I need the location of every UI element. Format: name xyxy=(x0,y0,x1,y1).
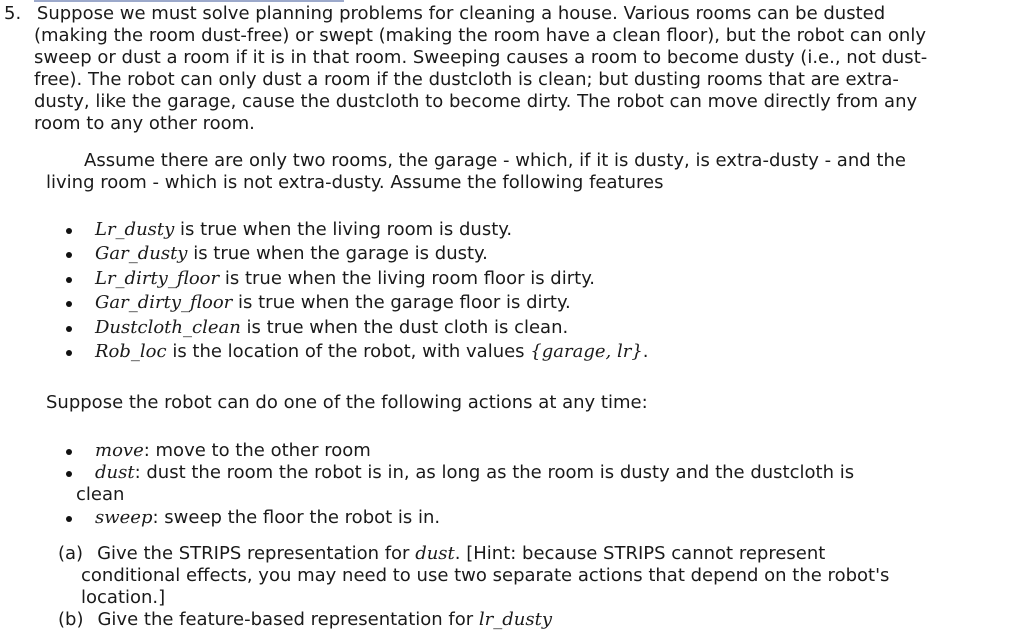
action-item xyxy=(95,440,371,462)
action-item xyxy=(95,462,854,484)
part-b xyxy=(58,609,552,631)
bullet-icon xyxy=(66,228,72,234)
part-a-line-2: conditional effects, you may need to use two separate actions that depend on the robot's xyxy=(81,565,890,586)
action-text: : dust the room the robot is in, as long as the room is dusty and the dustcloth is xyxy=(134,462,855,483)
feature-name: Dustcloth_clean xyxy=(95,317,241,338)
actions-intro: Suppose the robot can do one of the following actions at any time: xyxy=(46,392,648,413)
feature-text: is true when the garage is dusty. xyxy=(187,243,488,264)
intro-line-4: free). The robot can only dust a room if the dustcloth is clean; but dusting rooms that are extra- xyxy=(34,69,899,90)
problem-number-and-first-line xyxy=(4,3,885,25)
feature-item xyxy=(95,317,568,339)
intro-line-2: (making the room dust-free) or swept (making the room have a clean floor), but the robot can only xyxy=(34,25,926,46)
top-rule xyxy=(34,0,344,2)
feature-text: is the location of the robot, with values xyxy=(166,341,531,362)
feature-item xyxy=(95,219,512,241)
feature-end: . xyxy=(642,341,649,362)
bullet-icon xyxy=(66,449,72,455)
feature-text: is true when the living room is dusty. xyxy=(174,219,513,240)
action-name: move xyxy=(95,440,144,461)
part-label: (b) xyxy=(58,609,84,630)
part-a-line-3: location.] xyxy=(81,587,166,608)
feature-name: Rob_loc xyxy=(95,341,167,362)
bullet-icon xyxy=(66,471,72,477)
action-text: : sweep the floor the robot is in. xyxy=(152,507,441,528)
intro-line-3: sweep or dust a room if it is in that room. Sweeping causes a room to become dusty (i.e., not dust- xyxy=(34,47,928,68)
part-term: dust xyxy=(415,543,455,564)
action-text: : move to the other room xyxy=(143,440,371,461)
feature-text: is true when the living room floor is dirty. xyxy=(219,268,595,289)
feature-name: Gar_dirty_floor xyxy=(95,292,233,313)
problem-number: 5. xyxy=(4,3,22,24)
feature-item xyxy=(95,268,595,290)
assume-line-2: living room - which is not extra-dusty. Assume the following features xyxy=(46,172,664,193)
feature-item xyxy=(95,292,571,314)
action-text-continuation: clean xyxy=(76,484,125,505)
feature-text: is true when the garage floor is dirty. xyxy=(232,292,571,313)
part-term: lr_dusty xyxy=(478,609,553,630)
feature-text: is true when the dust cloth is clean. xyxy=(240,317,569,338)
action-name: sweep xyxy=(95,507,153,528)
bullet-icon xyxy=(66,326,72,332)
part-label: (a) xyxy=(58,543,84,564)
part-pre: Give the feature-based representation for xyxy=(97,609,479,630)
feature-name: Lr_dusty xyxy=(95,219,175,240)
assume-line-1: Assume there are only two rooms, the garage - which, if it is dusty, is extra-dusty - and the xyxy=(84,150,906,171)
bullet-icon xyxy=(66,516,72,522)
bullet-icon xyxy=(66,277,72,283)
bullet-icon xyxy=(66,252,72,258)
bullet-icon xyxy=(66,350,72,356)
feature-name: Lr_dirty_floor xyxy=(95,268,220,289)
part-a xyxy=(58,543,825,565)
intro-line-6: room to any other room. xyxy=(34,113,255,134)
feature-item xyxy=(95,341,649,363)
feature-name: Gar_dusty xyxy=(95,243,188,264)
feature-values: {garage, lr} xyxy=(530,341,643,362)
intro-line-1: Suppose we must solve planning problems for cleaning a house. Various rooms can be dusted xyxy=(36,3,886,24)
action-name: dust xyxy=(95,462,135,483)
part-post: . [Hint: because STRIPS cannot represent xyxy=(454,543,826,564)
feature-item xyxy=(95,243,488,265)
action-item xyxy=(95,507,440,529)
bullet-icon xyxy=(66,301,72,307)
intro-line-5: dusty, like the garage, cause the dustcloth to become dirty. The robot can move directly from any xyxy=(34,91,918,112)
part-pre: Give the STRIPS representation for xyxy=(97,543,416,564)
